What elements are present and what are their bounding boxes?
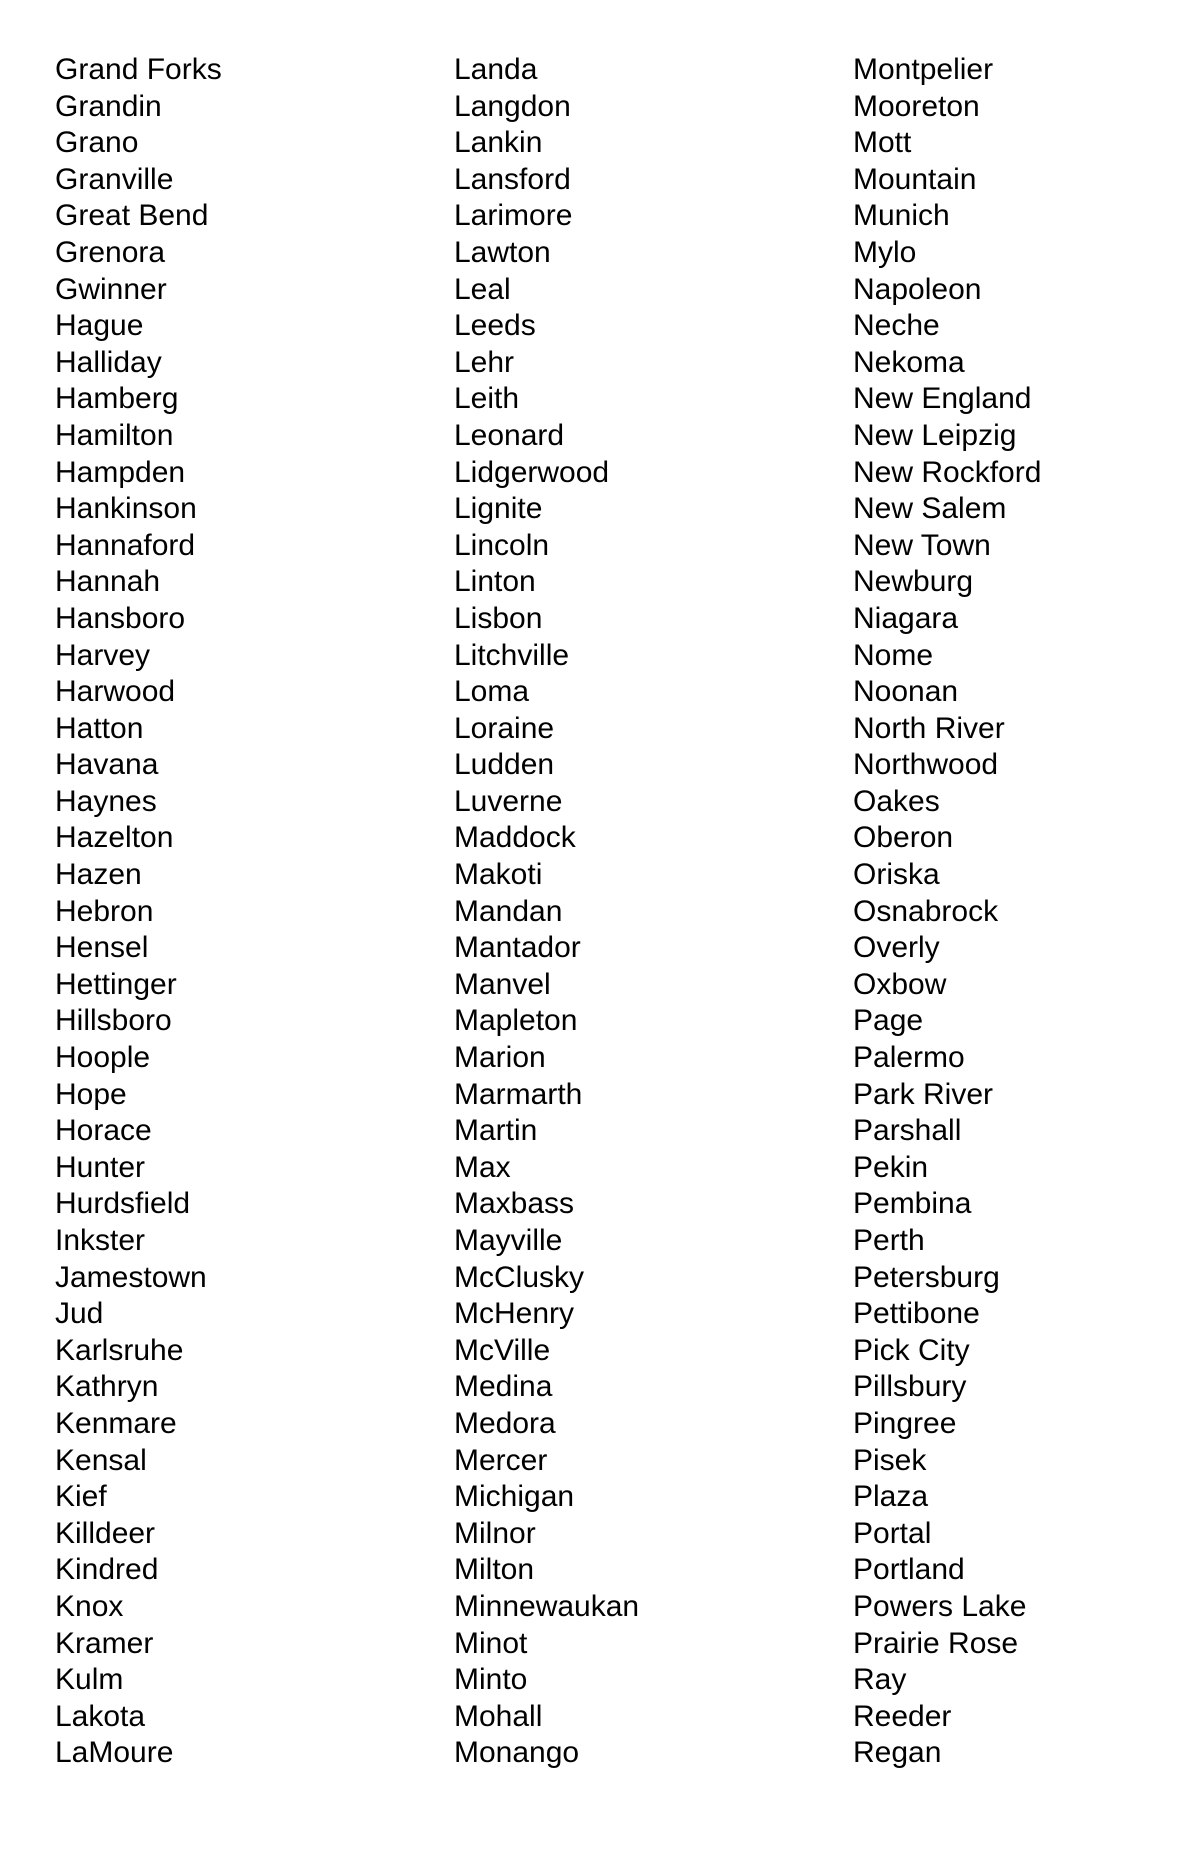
- city-name: Hoople: [55, 1041, 151, 1075]
- city-name: Halliday: [55, 345, 162, 379]
- city-name: Hamberg: [55, 382, 179, 416]
- city-name: Marmarth: [454, 1077, 583, 1111]
- city-name: Inkster: [55, 1224, 146, 1257]
- city-name: Newburg: [853, 565, 974, 599]
- city-name: Kensal: [55, 1443, 147, 1477]
- city-name: Gwinner: [55, 272, 167, 306]
- city-name: Michigan: [454, 1480, 575, 1514]
- city-name: Ray: [853, 1663, 907, 1697]
- column-1: [55, 52, 435, 1772]
- city-name: Reeder: [853, 1699, 952, 1733]
- city-name: Makoti: [454, 858, 543, 892]
- city-name: Monango: [454, 1736, 580, 1770]
- city-name: Pisek: [853, 1443, 927, 1477]
- city-name: Lankin: [454, 126, 543, 160]
- city-name: Hillsboro: [55, 1004, 172, 1038]
- city-name: Palermo: [853, 1041, 965, 1075]
- city-name: Mohall: [454, 1699, 543, 1733]
- city-name: Kenmare: [55, 1406, 177, 1440]
- city-name: Pembina: [853, 1187, 972, 1221]
- city-name: Mountain: [853, 162, 977, 196]
- city-name: Lehr: [454, 345, 515, 379]
- city-name: Minto: [454, 1663, 528, 1697]
- city-name: Lincoln: [454, 528, 550, 562]
- city-name: Hamilton: [55, 418, 174, 452]
- city-name: McClusky: [454, 1260, 585, 1294]
- city-name: Northwood: [853, 748, 999, 782]
- city-name: New Town: [853, 528, 991, 562]
- city-name: Jamestown: [55, 1260, 207, 1294]
- city-name: Hannah: [55, 565, 161, 599]
- city-name: Haynes: [55, 784, 157, 818]
- city-name: Kindred: [55, 1553, 159, 1587]
- city-name: Minnewaukan: [454, 1589, 640, 1623]
- city-name: Mayville: [454, 1224, 563, 1257]
- city-name: New Salem: [853, 492, 1007, 526]
- city-name: Hensel: [55, 931, 149, 965]
- city-name: Parshall: [853, 1114, 962, 1148]
- city-name: Kief: [55, 1480, 107, 1514]
- city-name: Neche: [853, 309, 940, 343]
- city-name: Perth: [853, 1224, 925, 1257]
- city-name: Oberon: [853, 821, 954, 855]
- city-name: Page: [853, 1004, 924, 1038]
- city-name: Mercer: [454, 1443, 548, 1477]
- city-name: Mott: [853, 126, 912, 160]
- city-name: Mylo: [853, 235, 917, 269]
- city-name: Nome: [853, 638, 934, 672]
- city-name: Maxbass: [454, 1187, 575, 1221]
- city-name: Petersburg: [853, 1260, 1000, 1294]
- city-name: Milnor: [454, 1516, 536, 1550]
- city-name: Hazen: [55, 858, 142, 892]
- city-name: Hatton: [55, 711, 144, 745]
- city-name: Pettibone: [853, 1297, 980, 1331]
- city-name: Loma: [454, 675, 530, 709]
- city-name: Great Bend: [55, 199, 209, 233]
- city-name: Hope: [55, 1077, 127, 1111]
- city-name: Larimore: [454, 199, 573, 233]
- city-name: Havana: [55, 748, 159, 782]
- city-name: Manvel: [454, 967, 551, 1001]
- city-name: Grano: [55, 126, 139, 160]
- city-name: Park River: [853, 1077, 994, 1111]
- city-name: Overly: [853, 931, 940, 965]
- city-name: Oxbow: [853, 967, 947, 1001]
- city-name: Oakes: [853, 784, 940, 818]
- city-name: Portland: [853, 1553, 965, 1587]
- city-name: Ludden: [454, 748, 555, 782]
- city-name: North River: [853, 711, 1005, 745]
- city-name: Linton: [454, 565, 536, 599]
- city-name: LaMoure: [55, 1736, 174, 1770]
- city-name: Harvey: [55, 638, 151, 672]
- city-name: Martin: [454, 1114, 538, 1148]
- city-name: Leal: [454, 272, 511, 306]
- city-name: Pingree: [853, 1406, 957, 1440]
- city-name: Hankinson: [55, 492, 197, 526]
- city-name: Hebron: [55, 894, 154, 928]
- city-name: Niagara: [853, 601, 959, 635]
- city-name: Regan: [853, 1736, 942, 1770]
- city-name: Plaza: [853, 1480, 929, 1514]
- city-name: Mantador: [454, 931, 581, 965]
- city-name: Granville: [55, 162, 174, 196]
- city-name: Landa: [454, 53, 538, 86]
- city-name: Jud: [55, 1297, 104, 1331]
- city-name: Hannaford: [55, 528, 196, 562]
- city-name: Harwood: [55, 675, 176, 709]
- city-name: Lawton: [454, 235, 551, 269]
- city-name: Hague: [55, 309, 144, 343]
- city-name: Hunter: [55, 1150, 146, 1184]
- city-name: Leeds: [454, 309, 536, 343]
- city-name: McVille: [454, 1333, 551, 1367]
- city-name: New England: [853, 382, 1032, 416]
- city-name: Montpelier: [853, 53, 994, 86]
- column-3: [853, 52, 1200, 1772]
- city-name: Hurdsfield: [55, 1187, 191, 1221]
- city-name: Medina: [454, 1370, 553, 1404]
- city-name: Loraine: [454, 711, 555, 745]
- city-name: Kulm: [55, 1663, 124, 1697]
- city-name: Litchville: [454, 638, 570, 672]
- city-name: Portal: [853, 1516, 932, 1550]
- city-name: Minot: [454, 1626, 528, 1660]
- city-name: Karlsruhe: [55, 1333, 184, 1367]
- city-name: Horace: [55, 1114, 152, 1148]
- city-name: Kramer: [55, 1626, 154, 1660]
- city-name: Langdon: [454, 89, 571, 123]
- city-name: Grenora: [55, 235, 166, 269]
- city-name: Powers Lake: [853, 1589, 1027, 1623]
- city-name: Hettinger: [55, 967, 177, 1001]
- city-name: Prairie Rose: [853, 1626, 1019, 1660]
- city-name: Osnabrock: [853, 894, 999, 928]
- city-name: Lakota: [55, 1699, 146, 1733]
- city-name: Grandin: [55, 89, 162, 123]
- city-name: New Rockford: [853, 455, 1042, 489]
- city-name: Lisbon: [454, 601, 543, 635]
- city-name: Pick City: [853, 1333, 970, 1367]
- city-name: Maddock: [454, 821, 576, 855]
- city-name: Oriska: [853, 858, 940, 892]
- city-name: Killdeer: [55, 1516, 156, 1550]
- city-name: Milton: [454, 1553, 535, 1587]
- city-name: New Leipzig: [853, 418, 1017, 452]
- city-name: Mooreton: [853, 89, 980, 123]
- column-2: [454, 52, 834, 1772]
- city-name: Pillsbury: [853, 1370, 967, 1404]
- city-name: Pekin: [853, 1150, 929, 1184]
- city-name: Max: [454, 1150, 511, 1184]
- city-name: Hampden: [55, 455, 186, 489]
- city-name: Hazelton: [55, 821, 174, 855]
- city-name: Munich: [853, 199, 950, 233]
- city-name: Leonard: [454, 418, 565, 452]
- city-name: Medora: [454, 1406, 556, 1440]
- city-name: Napoleon: [853, 272, 982, 306]
- city-name: Luverne: [454, 784, 563, 818]
- city-name: Noonan: [853, 675, 959, 709]
- city-name: McHenry: [454, 1297, 575, 1331]
- city-name: Knox: [55, 1589, 124, 1623]
- city-name: Lidgerwood: [454, 455, 610, 489]
- city-name: Mapleton: [454, 1004, 578, 1038]
- city-name: Nekoma: [853, 345, 965, 379]
- city-name: Mandan: [454, 894, 563, 928]
- city-name: Lignite: [454, 492, 543, 526]
- city-name: Marion: [454, 1041, 546, 1075]
- city-name: Kathryn: [55, 1370, 159, 1404]
- city-name: Leith: [454, 382, 520, 416]
- city-name: Lansford: [454, 162, 571, 196]
- city-name: Hansboro: [55, 601, 186, 635]
- city-name: Grand Forks: [55, 53, 222, 86]
